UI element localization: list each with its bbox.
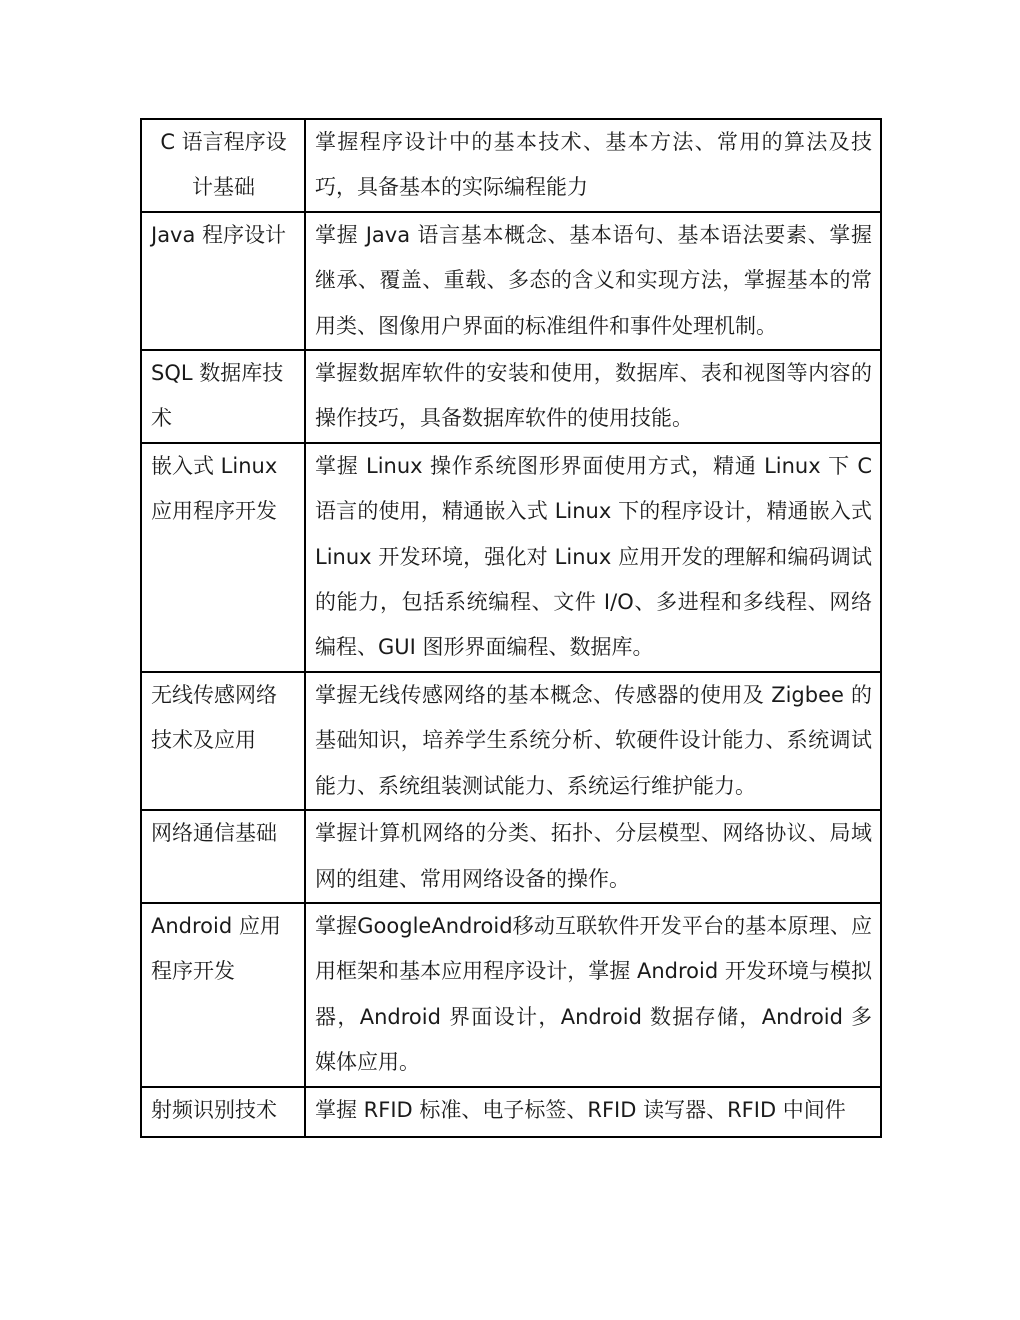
course-description: 掌握计算机网络的分类、拓扑、分层模型、网络协议、局域网的组建、常用网络设备的操作。 [305, 810, 881, 903]
course-description: 掌握 Java 语言基本概念、基本语句、基本语法要素、掌握继承、覆盖、重载、多态的含义和实现方法，掌握基本的常用类、图像用户界面的标准组件和事件处理机制。 [305, 212, 881, 350]
table-row [141, 443, 881, 672]
course-name: Java 程序设计 [141, 212, 305, 350]
course-description: 掌握数据库软件的安装和使用，数据库、表和视图等内容的操作技巧，具备数据库软件的使用技能。 [305, 350, 881, 443]
table-row [141, 119, 881, 212]
course-name: 无线传感网络技术及应用 [141, 672, 305, 810]
table-row [141, 903, 881, 1087]
course-table [140, 118, 882, 1138]
course-description: 掌握程序设计中的基本技术、基本方法、常用的算法及技巧，具备基本的实际编程能力 [305, 119, 881, 212]
course-name: SQL 数据库技术 [141, 350, 305, 443]
course-name: C 语言程序设计基础 [141, 119, 305, 212]
course-description: 掌握无线传感网络的基本概念、传感器的使用及 Zigbee 的基础知识，培养学生系统分析、软硬件设计能力、系统调试能力、系统组装测试能力、系统运行维护能力。 [305, 672, 881, 810]
course-name: 射频识别技术 [141, 1087, 305, 1137]
course-name: 嵌入式 Linux 应用程序开发 [141, 443, 305, 672]
table-row [141, 1087, 881, 1137]
table-row [141, 212, 881, 350]
table-row [141, 350, 881, 443]
table-row [141, 810, 881, 903]
course-name: Android 应用程序开发 [141, 903, 305, 1087]
course-description: 掌握 Linux 操作系统图形界面使用方式，精通 Linux 下 C 语言的使用，精通嵌入式 Linux 下的程序设计，精通嵌入式 Linux 开发环境，强化对 Linux 应用开发的理解和编码调试的能力，包括系统编程、文件 I/O、多进程和多线程、网络编程、GUI 图形界面编程、数据库。 [305, 443, 881, 672]
course-name: 网络通信基础 [141, 810, 305, 903]
table-row [141, 672, 881, 810]
course-description: 掌握 RFID 标准、电子标签、RFID 读写器、RFID 中间件 [305, 1087, 881, 1137]
course-description: 掌握GoogleAndroid移动互联软件开发平台的基本原理、应用框架和基本应用程序设计，掌握 Android 开发环境与模拟器，Android 界面设计，Android 数据存储，Android 多媒体应用。 [305, 903, 881, 1087]
